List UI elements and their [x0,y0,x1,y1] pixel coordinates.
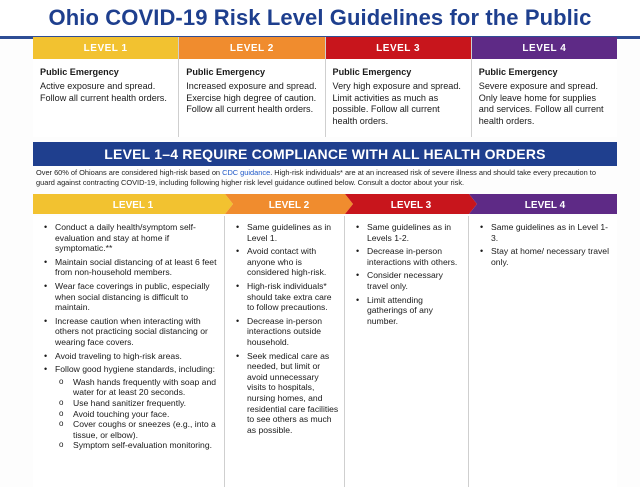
level-4-card [472,37,617,137]
list-item: • Follow good hygiene standards, including: o Wash hands frequently with soap and water for at least 20 seconds. o Use hand sanitizer frequently. o Avoid touching your face. o Cover coughs or sneezes (e.g., into a tissue, or elbow). o Symptom self-evaluation monitoring. [55,364,220,451]
list-item: • Consider necessary travel only. [367,270,464,291]
list-item: • Limit attending gatherings of any number. [367,295,464,327]
level-2-description: Increased exposure and spread. Exercise high degree of caution. Follow all current health orders. [186,81,317,115]
list-item: • Decrease in-person interactions outside household. [247,316,340,348]
level-4-arrow-label: LEVEL 4 [524,200,566,211]
level-1-card [33,37,179,137]
level-3-subtitle: Public Emergency [332,67,412,77]
level-1-guidelines [33,216,225,487]
sub-list-item: o Wash hands frequently with soap and water for at least 20 seconds. [73,377,220,398]
list-item: • Same guidelines as in Level 1. [247,222,340,243]
level-3-guidelines [345,216,469,487]
list-item: • Conduct a daily health/symptom self-evaluation and stay at home if symptomatic.** [55,222,220,254]
list-item: • Same guidelines as in Levels 1-2. [367,222,464,243]
list-item: • Stay at home/ necessary travel only. [491,246,613,267]
list-item: • Seek medical care as needed, but limit or avoid unnecessary visits to hospitals, nursing homes, and residential care facilities to see others as much as possible. [247,351,340,436]
level-3-description: Very high exposure and spread. Limit activities as much as possible. Follow all current health orders. [332,81,461,126]
list-item: • Avoid contact with anyone who is considered high-risk. [247,246,340,278]
level-1-arrow-label: LEVEL 1 [112,200,154,211]
level-1-subtitle: Public Emergency [40,67,119,77]
level-2-arrow-label: LEVEL 2 [268,200,310,211]
sub-list-item: o Cover coughs or sneezes (e.g., into a tissue, or elbow). [73,419,220,440]
level-4-subtitle: Public Emergency [478,67,558,77]
level-arrow-bar [33,194,617,214]
list-item: • Same guidelines as in Level 1-3. [491,222,613,243]
level-4-description: Severe exposure and spread. Only leave home for supplies and services. Follow all current health orders. [478,81,604,126]
level-2-guidelines [225,216,345,487]
compliance-banner [33,142,617,166]
level-3-card [326,37,472,137]
title-bar [0,0,640,39]
sub-list-item: o Use hand sanitizer frequently. [73,398,220,409]
cdc-guidance-link[interactable]: CDC guidance [222,168,271,177]
sub-list-item: o Symptom self-evaluation monitoring. [73,440,220,451]
list-item: • Decrease in-person interactions with others. [367,246,464,267]
level-3-arrow-label: LEVEL 3 [390,200,432,211]
list-item: • Maintain social distancing of at least 6 feet from non-household members. [55,257,220,278]
sub-list-item: o Avoid touching your face. [73,409,220,420]
level-4-header: LEVEL 4 [472,37,617,59]
level-2-header: LEVEL 2 [179,37,324,59]
level-summary-row [33,37,617,137]
level-4-guidelines [469,216,617,487]
list-item: • High-risk individuals* should take extra care to follow precautions. [247,281,340,313]
hygiene-sublist [55,377,220,451]
level-1-header: LEVEL 1 [33,37,178,59]
list-item: • Avoid traveling to high-risk areas. [55,351,220,362]
guideline-columns [33,216,617,487]
level-3-header: LEVEL 3 [326,37,471,59]
high-risk-note: Over 60% of Ohioans are considered high-risk based on CDC guidance. High-risk individuals* are at an increased risk of severe illness and should take every precaution to guard against contracting COVID-19, including following higher risk level guidance outlined below. Consult a doctor about your risk. [36,168,596,187]
level-1-description: Active exposure and spread. Follow all current health orders. [40,81,167,103]
page-title: Ohio COVID-19 Risk Level Guidelines for the Public [48,5,592,30]
list-item: • Wear face coverings in public, especially when social distancing is difficult to maintain. [55,281,220,313]
level-2-card [179,37,325,137]
list-item: • Increase caution when interacting with others not practicing social distancing or wearing face covers. [55,316,220,348]
level-2-subtitle: Public Emergency [186,67,266,77]
compliance-banner-text: LEVEL 1–4 REQUIRE COMPLIANCE WITH ALL HEALTH ORDERS [104,146,546,162]
